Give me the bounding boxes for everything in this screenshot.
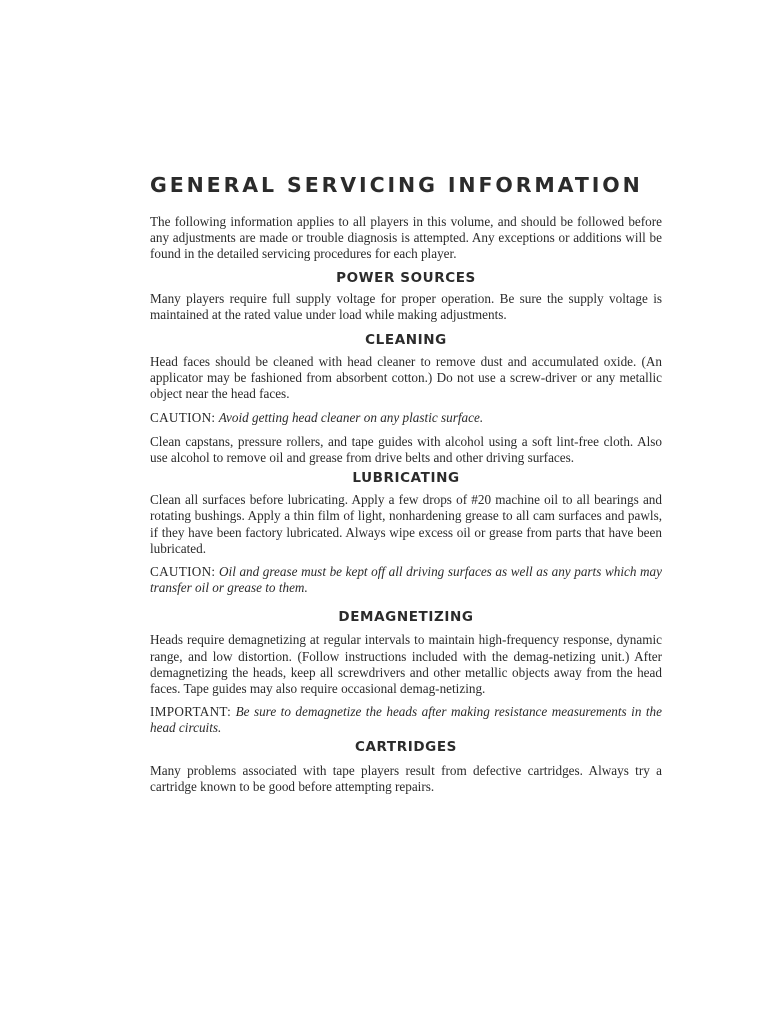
important-text: Be sure to demagnetize the heads after making resistance measurements in the head circuits. — [150, 704, 662, 736]
heading-cleaning: CLEANING — [365, 332, 447, 349]
cleaning-paragraph-1: Head faces should be cleaned with head cleaner to remove dust and accumulated oxide. (An applicator may be fashioned from absorbent cotton.) Do not use a screw-driver or any metallic object near the head faces. — [150, 354, 662, 402]
document-page — [150, 170, 662, 795]
lubricating-paragraph: Clean all surfaces before lubricating. Apply a few drops of #20 machine oil to all bearings and rotating bushings. Apply a thin film of light, nonhardening grease to all cam surfaces and pawls, if they have been factory lubricated. Always wipe excess oil or grease from parts that have been lubricated. — [150, 492, 662, 556]
power-sources-paragraph: Many players require full supply voltage for proper operation. Be sure the supply voltage is maintained at the rated value under load while making adjustments. — [150, 290, 662, 322]
heading-lubricating: LUBRICATING — [352, 470, 460, 487]
caution-text: Avoid getting head cleaner on any plastic surface. — [218, 409, 484, 425]
heading-demagnetizing: DEMAGNETIZING — [338, 609, 474, 626]
cleaning-caution — [150, 410, 662, 426]
caution-label: CAUTION: — [150, 564, 216, 580]
caution-label: CAUTION: — [150, 409, 216, 425]
heading-cartridges: CARTRIDGES — [354, 738, 457, 755]
heading-power-sources: POWER SOURCES — [336, 269, 476, 286]
lubricating-caution — [150, 564, 662, 596]
cleaning-paragraph-2: Clean capstans, pressure rollers, and tape guides with alcohol using a soft lint-free cloth. Also use alcohol to remove oil and grease from drive belts and other driving surfaces. — [150, 433, 662, 466]
intro-paragraph: The following information applies to all players in this volume, and should be followed before any adjustments are made or trouble diagnosis is attempted. Any exceptions or additions will be found in the detailed servicing procedures for each player. — [150, 214, 662, 262]
demagnetizing-important — [150, 704, 662, 736]
page-title: GENERAL SERVICING INFORMATION — [150, 173, 643, 197]
caution-text: Oil and grease must be kept off all driving surfaces as well as any parts which may transfer oil or grease to them. — [150, 564, 662, 596]
cartridges-paragraph: Many problems associated with tape players result from defective cartridges. Always try a cartridge known to be good before attempting repairs. — [150, 762, 662, 794]
important-label: IMPORTANT: — [150, 704, 232, 720]
demagnetizing-paragraph: Heads require demagnetizing at regular intervals to maintain high-frequency response, dynamic range, and low distortion. (Follow instructions included with the demag-netizing unit.) After demagnetizing the heads, keep all screwdrivers and other metallic objects away from the head faces. Tape guides may also require occasional demag-netizing. — [150, 632, 662, 697]
